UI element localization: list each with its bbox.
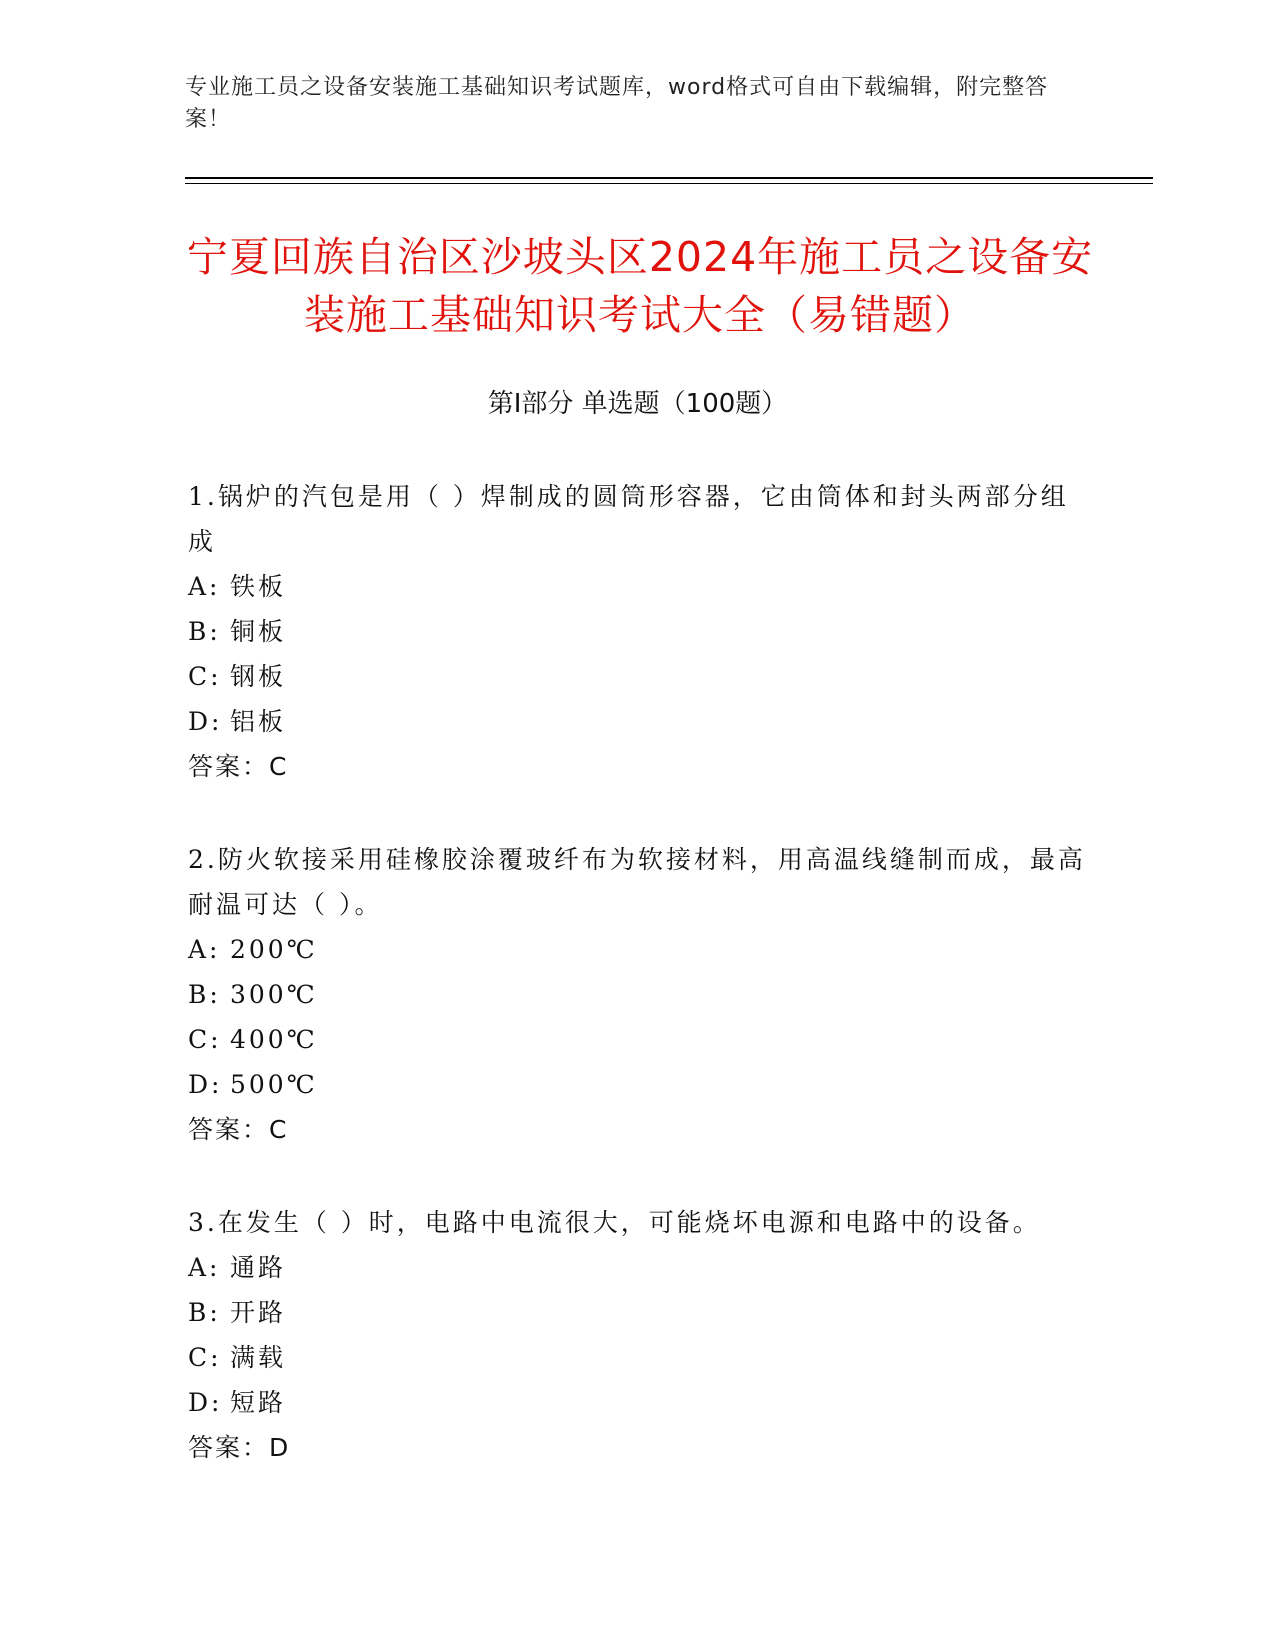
option-letter: A: — [188, 572, 221, 601]
option-letter: A: — [188, 1253, 221, 1282]
option-b — [188, 1290, 1088, 1335]
option-text: 钢板 — [230, 662, 287, 691]
option-b — [188, 972, 1088, 1017]
header-rule-thin — [185, 183, 1153, 184]
option-letter: D: — [188, 1070, 223, 1099]
option-letter: C: — [188, 1025, 222, 1054]
option-text: 400℃ — [230, 1025, 318, 1054]
option-letter: B: — [188, 617, 221, 646]
option-c — [188, 1017, 1088, 1062]
option-b — [188, 609, 1088, 654]
option-text: 200℃ — [230, 935, 318, 964]
option-letter: C: — [188, 1343, 222, 1372]
option-c — [188, 1335, 1088, 1380]
question-2 — [188, 837, 1088, 1152]
option-d — [188, 1380, 1088, 1425]
question-list — [188, 474, 1088, 1470]
answer-line: 答案：C — [188, 752, 289, 781]
option-letter: C: — [188, 662, 222, 691]
option-text: 短路 — [230, 1388, 287, 1417]
option-a — [188, 564, 1088, 609]
option-text: 500℃ — [230, 1070, 318, 1099]
option-text: 铝板 — [230, 707, 287, 736]
option-letter: B: — [188, 980, 221, 1009]
answer-line: 答案：D — [188, 1433, 291, 1462]
option-text: 300℃ — [230, 980, 318, 1009]
option-text: 通路 — [230, 1253, 287, 1282]
option-c — [188, 654, 1088, 699]
option-a — [188, 927, 1088, 972]
question-1 — [188, 474, 1088, 789]
header-rule-thick — [185, 177, 1153, 179]
option-letter: A: — [188, 935, 221, 964]
question-stem: 2.防火软接采用硅橡胶涂覆玻纤布为软接材料，用高温线缝制而成，最高耐温可达（ ）。 — [188, 845, 1086, 919]
option-letter: B: — [188, 1298, 221, 1327]
option-d — [188, 1062, 1088, 1107]
document-title: 宁夏回族自治区沙坡头区2024年施工员之设备安装施工基础知识考试大全（易错题） — [186, 233, 1094, 339]
question-stem: 3.在发生（ ）时，电路中电流很大，可能烧坏电源和电路中的设备。 — [188, 1208, 1041, 1237]
option-text: 铁板 — [230, 572, 287, 601]
option-a — [188, 1245, 1088, 1290]
question-3 — [188, 1200, 1088, 1470]
option-text: 铜板 — [230, 617, 287, 646]
option-letter: D: — [188, 707, 223, 736]
option-text: 满载 — [230, 1343, 287, 1372]
answer-line: 答案：C — [188, 1115, 289, 1144]
section-title: 第I部分 单选题（100题） — [487, 389, 788, 419]
option-text: 开路 — [230, 1298, 287, 1327]
option-d — [188, 699, 1088, 744]
header-note: 专业施工员之设备安装施工基础知识考试题库，word格式可自由下载编辑，附完整答案！ — [185, 75, 1049, 132]
question-stem: 1.锅炉的汽包是用（ ）焊制成的圆筒形容器，它由筒体和封头两部分组成 — [188, 482, 1069, 556]
option-letter: D: — [188, 1388, 223, 1417]
